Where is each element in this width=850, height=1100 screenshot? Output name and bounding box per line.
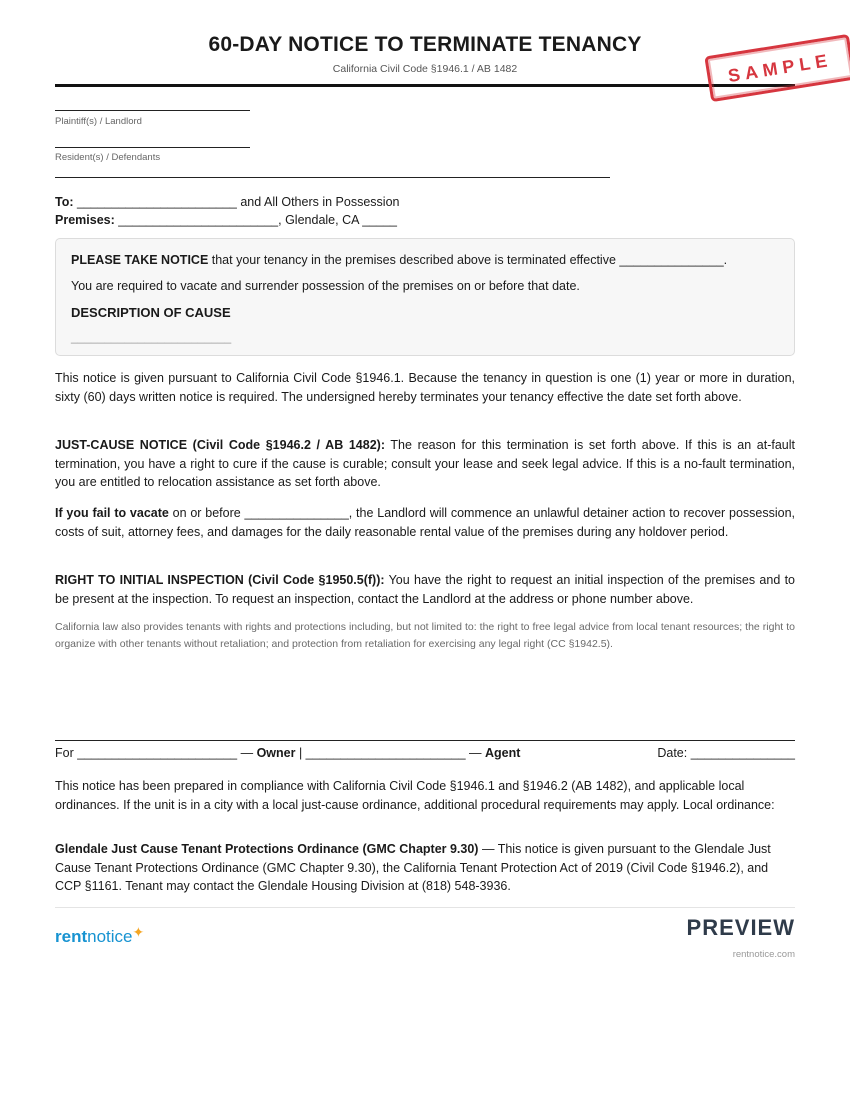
just-cause-text: The reason for this termination is set forth above. If this is an at-fault termination, you have a right to cure if the cause is curable; consult your lease and seek legal advice. If this is a no-fault termination, you are entitled to relocation assistance as set forth above. — [55, 438, 795, 489]
initial-inspection-text: You have the right to request an initial inspection of the premises and to be present at the inspection. To request an inspection, contact the Landlord at the address or phone number above. — [55, 573, 795, 606]
premises-blank: _______________________ — [114, 213, 279, 227]
signature-row — [55, 746, 795, 760]
sparkle-icon: ✦ — [132, 924, 145, 940]
fail-to-vacate-text: on or before _______________, the Landlord will commence an unlawful detainer action to recover possession, costs of suit, attorney fees, and damages for the daily reasonable rental value of the premises during any holdover period. — [55, 506, 795, 539]
logo-notice: notice — [87, 927, 133, 946]
please-take-notice-text: that your tenancy in the premises described above is terminated effective _______________. — [208, 253, 728, 267]
description-of-cause-heading: DESCRIPTION OF CAUSE — [71, 305, 231, 320]
footer-divider — [55, 907, 795, 908]
paragraph-60-day-notice: This notice is given pursuant to California Civil Code §1946.1. Because the tenancy in question is one (1) year or more in duration, sixty (60) days written notice is required. The undersigned hereby terminates your tenancy effective the date set forth above. — [55, 371, 795, 404]
compliance-paragraph: This notice has been prepared in compliance with California Civil Code §1946.1 and §1946.2 (AB 1482), and applicable local ordinances. If the unit is in a city with a local just-cause ordinance, additional procedural requirements may apply. Local ordinance: — [55, 779, 775, 812]
ordinance-title: Glendale Just Cause Tenant Protections Ordinance (GMC Chapter 9.30) — [55, 842, 479, 856]
please-take-notice-line — [71, 253, 727, 267]
rentnotice-logo[interactable] — [55, 924, 145, 947]
notice-box — [55, 238, 795, 356]
preview-label: PREVIEW — [686, 915, 795, 940]
initial-inspection-heading: RIGHT TO INITIAL INSPECTION (Civil Code §1950.5(f)): — [55, 573, 385, 587]
paragraph-tenant-rights: California law also provides tenants with rights and protections including, but not limited to: the right to free legal advice from local tenant resources; the right to organize with other tenants without retaliation; and protection from retaliation for exercising any legal right (CC §1942.5). — [55, 621, 795, 650]
just-cause-heading: JUST-CAUSE NOTICE (Civil Code §1946.2 / AB 1482): — [55, 438, 385, 452]
local-ordinance-paragraph — [55, 840, 795, 896]
please-take-notice-bold: PLEASE TAKE NOTICE — [71, 253, 209, 267]
title-divider — [55, 84, 795, 87]
for-blank: For _______________________ — — [55, 746, 257, 760]
document-subtitle: California Civil Code §1946.1 / AB 1482 — [332, 63, 518, 75]
to-label: To: — [55, 195, 74, 209]
premises-line — [55, 213, 397, 227]
site-url[interactable]: rentnotice.com — [732, 949, 795, 960]
fail-to-vacate-heading: If you fail to vacate — [55, 506, 169, 520]
logo-rent: rent — [55, 927, 88, 946]
date-field: Date: _______________ — [657, 746, 795, 760]
paragraph-initial-inspection — [55, 571, 795, 608]
owner-label: Owner — [256, 746, 296, 760]
premises-label: Premises: — [55, 213, 115, 227]
agent-blank: | _______________________ — — [295, 746, 486, 760]
paragraph-just-cause — [55, 436, 795, 492]
premises-text: , Glendale, CA _____ — [278, 213, 397, 227]
plaintiff-signature-line — [55, 110, 250, 111]
plaintiff-label: Plaintiff(s) / Landlord — [55, 116, 142, 127]
vacate-line: You are required to vacate and surrender possession of the premises on or before that date. — [71, 279, 580, 293]
document-title: 60-DAY NOTICE TO TERMINATE TENANCY — [208, 33, 642, 56]
agent-label: Agent — [485, 746, 521, 760]
to-blank: _______________________ — [73, 195, 241, 209]
to-line — [55, 195, 399, 209]
paragraph-fail-to-vacate — [55, 504, 795, 541]
case-divider-line — [55, 177, 610, 178]
signature-divider-line — [55, 740, 795, 741]
sample-stamp: SAMPLE — [704, 34, 850, 102]
to-text: and All Others in Possession — [240, 195, 400, 209]
ordinance-text: — This notice is given pursuant to the Glendale Just Cause Tenant Protections Ordinance (GMC Chapter 9.30), the California Tenant Protection Act of 2019 (Civil Code §1946.2), and CCP §1161. Tenant may contact the Glendale Housing Division at (818) 548-3936. — [55, 842, 771, 893]
resident-signature-line — [55, 147, 250, 148]
resident-label: Resident(s) / Defendants — [55, 152, 161, 163]
description-of-cause-blank: ________________________ — [71, 330, 232, 344]
